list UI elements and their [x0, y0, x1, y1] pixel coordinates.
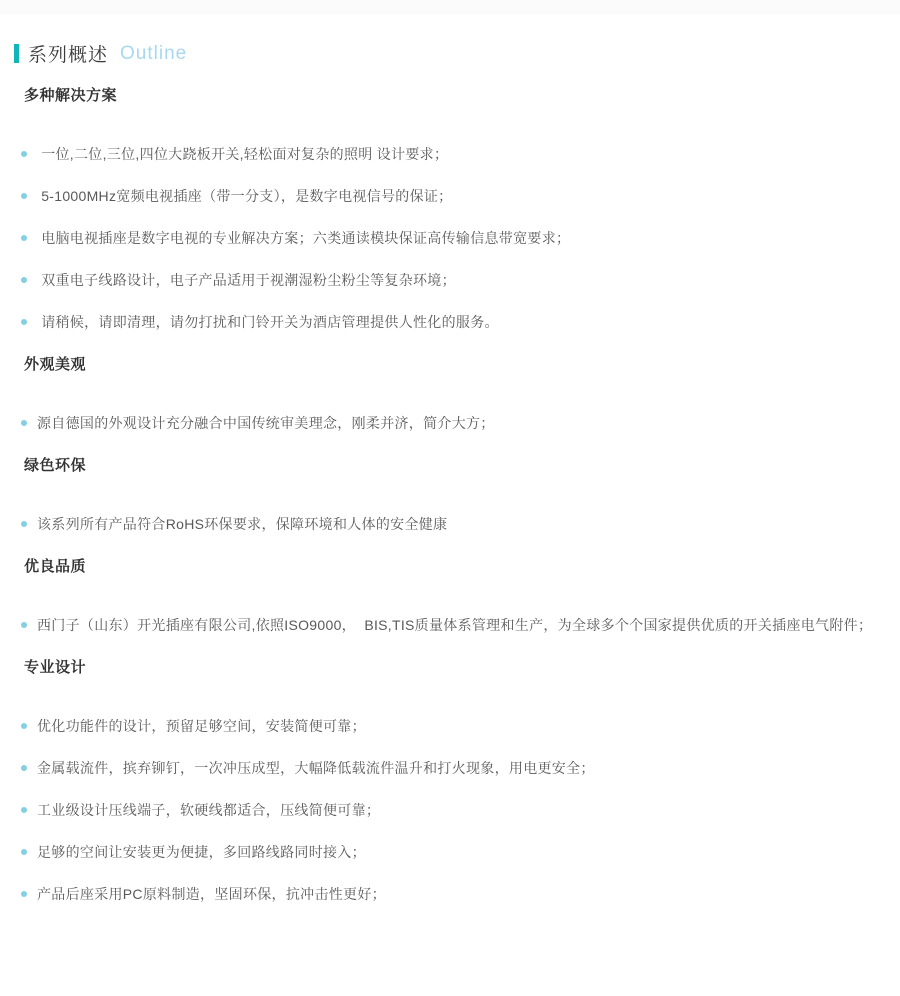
- list-item-text: 电脑电视插座是数字电视的专业解决方案；六类通读模块保证高传输信息带宽要求；: [37, 230, 571, 246]
- list-item-text: 工业级设计压线端子，软硬线都适合，压线简便可靠；: [37, 802, 381, 818]
- bullet-dot-icon: [21, 235, 27, 241]
- list-item-text: 金属载流件，摈弃铆钉，一次冲压成型，大幅降低载流件温升和打火现象，用电更安全；: [37, 760, 595, 776]
- bullet-dot-icon: [21, 849, 27, 855]
- bullet-dot-icon: [21, 319, 27, 325]
- content-section: [24, 557, 900, 634]
- list-item: [21, 801, 900, 819]
- list-item: [21, 414, 900, 432]
- list-item: [21, 515, 900, 533]
- page-title: [14, 40, 900, 67]
- bullet-dot-icon: [21, 765, 27, 771]
- list-item: [21, 843, 900, 861]
- section-heading: 外观美观: [24, 356, 87, 373]
- list-item-text: 优化功能件的设计，预留足够空间，安装简便可靠；: [37, 718, 366, 734]
- bullet-dot-icon: [21, 277, 27, 283]
- section-heading: 多种解决方案: [24, 87, 118, 104]
- bullet-dot-icon: [21, 807, 27, 813]
- list-item: [21, 313, 900, 331]
- list-item-text: 5-1000MHz宽频电视插座（带一分支），是数字电视信号的保证；: [37, 188, 453, 204]
- bullet-list: [21, 717, 900, 903]
- bullet-dot-icon: [21, 420, 27, 426]
- section-heading: 绿色环保: [24, 457, 87, 474]
- bullet-list: [21, 145, 900, 331]
- list-item-text: 源自德国的外观设计充分融合中国传统审美理念，刚柔并济，简介大方；: [37, 415, 495, 431]
- bullet-list: [21, 414, 900, 432]
- list-item: [21, 229, 900, 247]
- content-section: [24, 355, 900, 432]
- list-item: [21, 885, 900, 903]
- list-item-text: 请稍候，请即清理，请勿打扰和门铃开关为酒店管理提供人性化的服务。: [37, 314, 499, 330]
- section-heading: 专业设计: [24, 659, 87, 676]
- list-item-text: 产品后座采用PC原料制造，坚固环保，抗冲击性更好；: [37, 886, 386, 902]
- bullet-dot-icon: [21, 622, 27, 628]
- list-item: [21, 759, 900, 777]
- list-item-text: 足够的空间让安装更为便捷，多回路线路同时接入；: [37, 844, 366, 860]
- page-title-subtitle: Outline: [120, 42, 188, 64]
- list-item-text: 一位,二位,三位,四位大跷板开关,轻松面对复杂的照明 设计要求；: [37, 146, 449, 162]
- sections-container: [24, 86, 900, 903]
- bullet-dot-icon: [21, 521, 27, 527]
- bullet-dot-icon: [21, 723, 27, 729]
- section-heading: 优良品质: [24, 558, 87, 575]
- list-item: [21, 271, 900, 289]
- bullet-list: [21, 616, 900, 634]
- bullet-list: [21, 515, 900, 533]
- list-item: [21, 145, 900, 163]
- title-accent-bar-icon: [14, 44, 19, 63]
- list-item: [21, 187, 900, 205]
- list-item: [21, 717, 900, 735]
- list-item: [21, 616, 900, 634]
- page-title-text: 系列概述: [28, 45, 109, 66]
- bullet-dot-icon: [21, 193, 27, 199]
- content-section: [24, 86, 900, 331]
- content-section: [24, 456, 900, 533]
- top-strip: [0, 0, 900, 14]
- list-item-text: 该系列所有产品符合RoHS环保要求，保障环境和人体的安全健康: [37, 516, 448, 532]
- list-item-text: 西门子（山东）开光插座有限公司,依照ISO9000， BIS,TIS质量体系管理和生产，为全球多个个国家提供优质的开关插座电气附件；: [37, 617, 873, 633]
- bullet-dot-icon: [21, 151, 27, 157]
- list-item-text: 双重电子线路设计，电子产品适用于视潮湿粉尘粉尘等复杂环境；: [37, 272, 456, 288]
- bullet-dot-icon: [21, 891, 27, 897]
- content-section: [24, 658, 900, 903]
